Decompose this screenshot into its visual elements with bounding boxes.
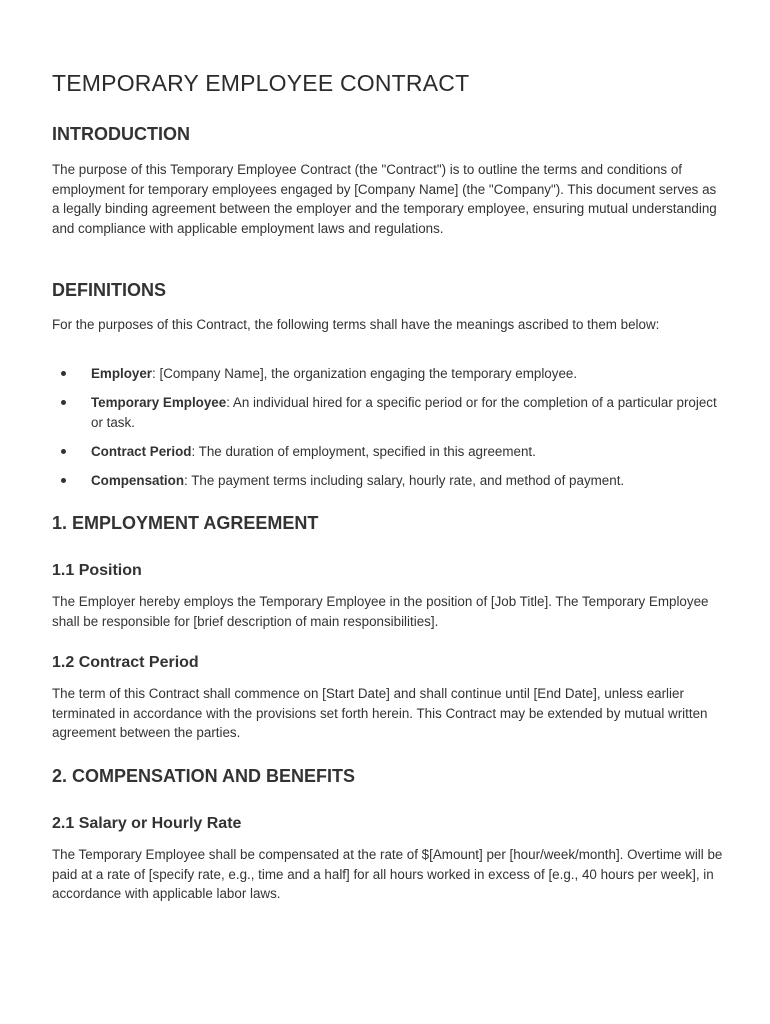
section-2-1-paragraph: The Temporary Employee shall be compensated at the rate of $[Amount] per [hour/week/month]. Overtime will be paid at a rate of [specify rate, e.g., time and a half] for all hours worked in excess of [e.g., 40 hours per week], in accordance with applicable labor laws. bbox=[52, 847, 723, 902]
bullet-icon bbox=[61, 371, 66, 376]
definition-text: : The payment terms including salary, hourly rate, and method of payment. bbox=[184, 473, 625, 488]
document-title: TEMPORARY EMPLOYEE CONTRACT bbox=[52, 70, 470, 96]
section-2-heading: 2. COMPENSATION AND BENEFITS bbox=[52, 766, 356, 786]
section-1-1-heading: 1.1 Position bbox=[52, 562, 142, 579]
section-1-2-paragraph: The term of this Contract shall commence on [Start Date] and shall continue until [End Date], unless earlier terminated in accordance with the provisions set forth herein. This Contract may be extended by mutual written agreement between the parties. bbox=[52, 686, 708, 741]
definitions-intro: For the purposes of this Contract, the following terms shall have the meanings ascribed to them below: bbox=[52, 317, 660, 332]
introduction-paragraph: The purpose of this Temporary Employee Contract (the "Contract") is to outline the terms and conditions of employment for temporary employees engaged by [Company Name] (the "Company"). This document serves as a legally binding agreement between the employer and the temporary employee, ensuring mutual understanding and compliance with applicable employment laws and regulations. bbox=[52, 162, 717, 236]
definition-term: Contract Period bbox=[91, 444, 192, 459]
definition-text: : An individual hired for a specific period or for the completion of a particular project or task. bbox=[91, 395, 717, 430]
introduction-heading: INTRODUCTION bbox=[52, 124, 190, 144]
definition-text: : The duration of employment, specified in this agreement. bbox=[191, 444, 536, 459]
section-1-1-paragraph: The Employer hereby employs the Temporary Employee in the position of [Job Title]. The Temporary Employee shall be responsible for [brief description of main responsibilities]. bbox=[52, 594, 709, 629]
definition-term: Temporary Employee bbox=[91, 395, 227, 410]
bullet-icon bbox=[61, 449, 66, 454]
bullet-icon bbox=[61, 478, 66, 483]
bullet-icon bbox=[61, 400, 66, 405]
definition-term: Employer bbox=[91, 366, 153, 381]
definition-term: Compensation bbox=[91, 473, 184, 488]
definition-text: : [Company Name], the organization engaging the temporary employee. bbox=[152, 366, 578, 381]
section-1-heading: 1. EMPLOYMENT AGREEMENT bbox=[52, 513, 319, 533]
section-2-1-heading: 2.1 Salary or Hourly Rate bbox=[52, 815, 242, 832]
definitions-heading: DEFINITIONS bbox=[52, 280, 167, 300]
section-1-2-heading: 1.2 Contract Period bbox=[52, 654, 199, 671]
